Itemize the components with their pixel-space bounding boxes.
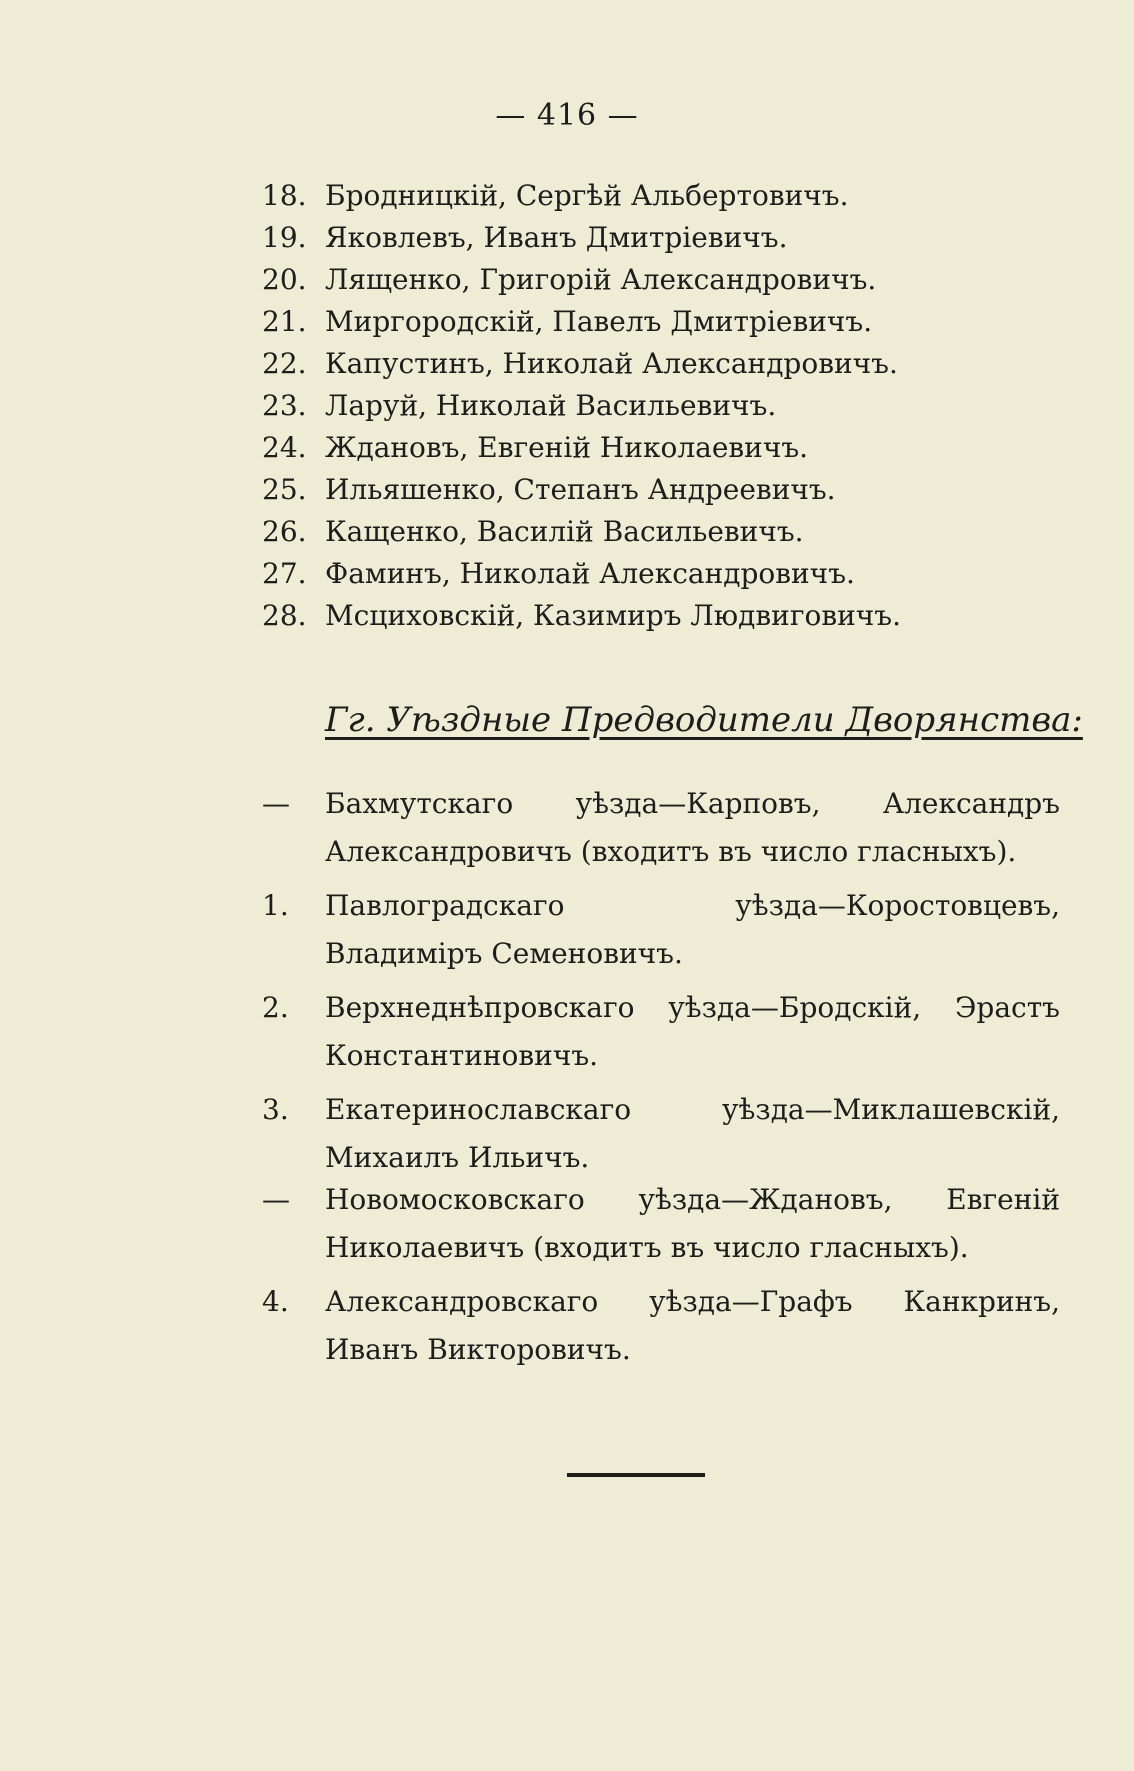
entry-text: Новомосковскаго уѣзда—Ждановъ, Евгеній Николаевичъ (входитъ въ число гласныхъ). (325, 1183, 1060, 1264)
item-number: 28. (262, 599, 307, 632)
entry-text: Бахмутскаго уѣзда—Карповъ, Александръ Александровичъ (входитъ въ число гласныхъ). (325, 787, 1060, 868)
item-name: Капустинъ, Николай Александровичъ. (325, 347, 898, 380)
item-name: Кащенко, Василій Васильевичъ. (325, 515, 804, 548)
item-number: 23. (262, 389, 307, 422)
item-number: 27. (262, 557, 307, 590)
entry-marker: 4. (262, 1285, 289, 1318)
item-number: 21. (262, 305, 307, 338)
entry-marker: — (262, 787, 290, 820)
item-name: Яковлевъ, Иванъ Дмитріевичъ. (325, 221, 788, 254)
item-name: Фаминъ, Николай Александровичъ. (325, 557, 855, 590)
entry-text: Александровскаго уѣзда—Графъ Канкринъ, Иванъ Викторовичъ. (325, 1285, 1060, 1366)
entry-marker: 1. (262, 889, 289, 922)
item-name: Мсциховскій, Казимиръ Людвиговичъ. (325, 599, 901, 632)
item-number: 24. (262, 431, 307, 464)
end-divider (567, 1473, 705, 1477)
page-number: — 416 — (495, 98, 639, 133)
section-heading: Гг. Уѣздные Предводители Дворянства: (325, 700, 1083, 740)
item-name: Миргородскій, Павелъ Дмитріевичъ. (325, 305, 873, 338)
item-number: 20. (262, 263, 307, 296)
item-name: Ждановъ, Евгеній Николаевичъ. (325, 431, 809, 464)
entry-marker: 3. (262, 1093, 289, 1126)
entry-text: Екатеринославскаго уѣзда—Миклашевскій, Михаилъ Ильичъ. (325, 1093, 1060, 1174)
entry-text: Павлоградскаго уѣзда—Коростовцевъ, Владиміръ Семеновичъ. (325, 889, 1060, 970)
item-number: 19. (262, 221, 307, 254)
item-name: Лященко, Григорій Александровичъ. (325, 263, 877, 296)
entry-text: Верхнеднѣпровскаго уѣзда—Бродскій, Эрастъ Константиновичъ. (325, 991, 1060, 1072)
item-name: Бродницкій, Сергѣй Альбертовичъ. (325, 179, 849, 212)
item-number: 18. (262, 179, 307, 212)
item-name: Ларуй, Николай Васильевичъ. (325, 389, 777, 422)
entry-marker: — (262, 1183, 290, 1216)
item-number: 26. (262, 515, 307, 548)
item-name: Ильяшенко, Степанъ Андреевичъ. (325, 473, 836, 506)
entry-marker: 2. (262, 991, 289, 1024)
item-number: 22. (262, 347, 307, 380)
item-number: 25. (262, 473, 307, 506)
